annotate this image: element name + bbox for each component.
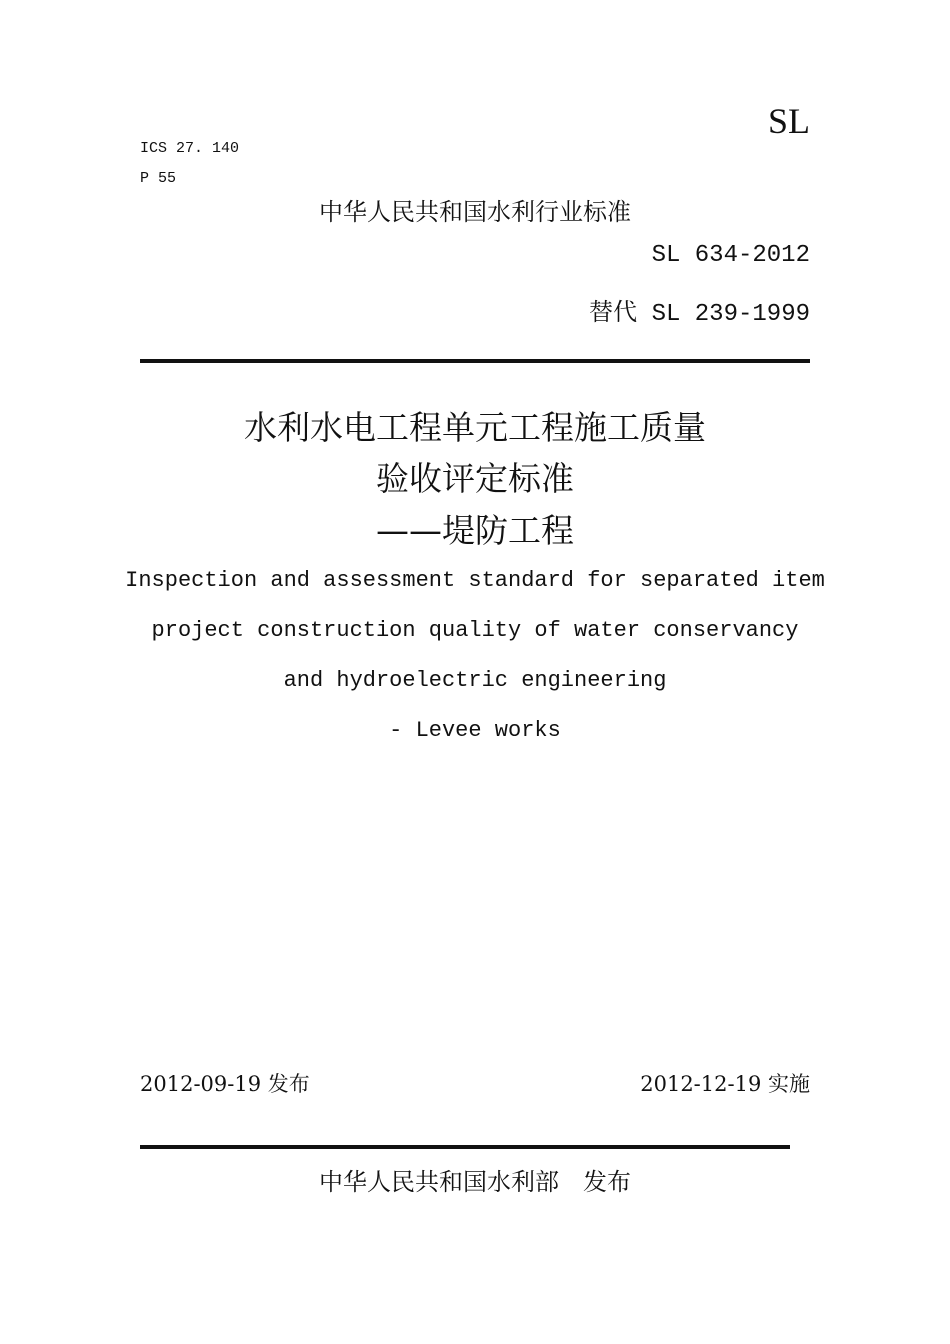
title-en-line-4: - Levee works: [389, 718, 561, 743]
title-en-line-3: and hydroelectric engineering: [283, 668, 667, 693]
issue-date: 2012-09-19 发布: [140, 1072, 310, 1096]
effective-date: 2012-12-19 实施: [640, 1072, 810, 1096]
publisher: 中华人民共和国水利部 发布: [319, 1168, 631, 1196]
title-cn-line-2: 验收评定标准: [376, 459, 574, 498]
ics-code: ICS 27. 140: [140, 140, 240, 157]
sl-mark: SL: [767, 101, 810, 141]
classification-code: P 55: [140, 170, 177, 187]
industry-standard-label: 中华人民共和国水利行业标准: [319, 198, 631, 226]
top-divider: [140, 359, 810, 363]
bottom-divider: [140, 1145, 790, 1149]
replaces-standard: 替代 SL 239-1999: [589, 301, 810, 328]
title-en-line-2: project construction quality of water conservancy: [151, 618, 799, 643]
title-cn-line-3: ——堤防工程: [376, 511, 574, 550]
standard-number: SL 634-2012: [651, 242, 810, 269]
title-cn-line-1: 水利水电工程单元工程施工质量: [244, 408, 706, 447]
title-en-line-1: Inspection and assessment standard for separated item: [125, 568, 825, 593]
